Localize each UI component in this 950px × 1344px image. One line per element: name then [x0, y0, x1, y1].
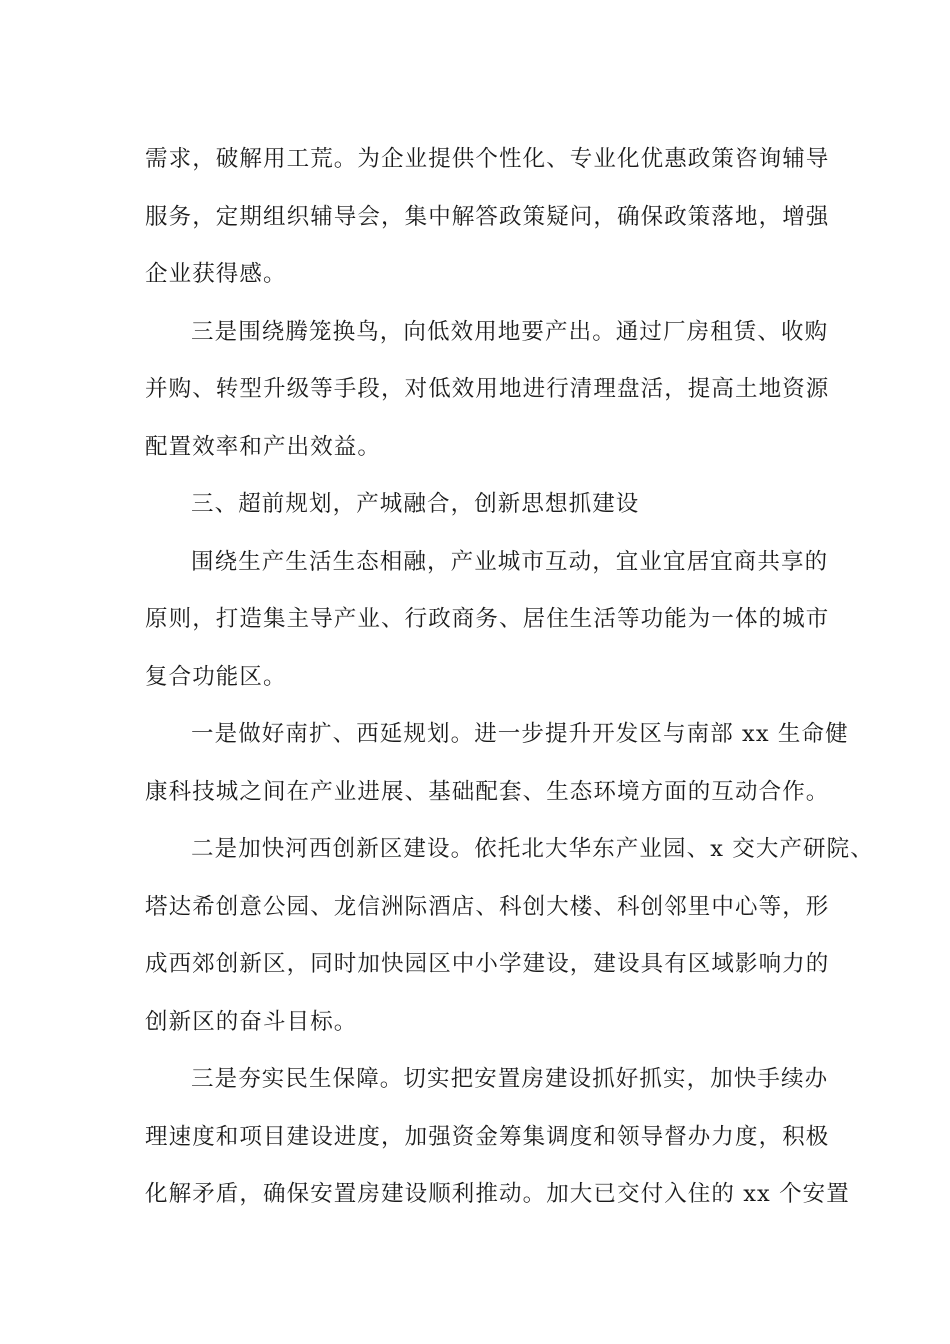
text-line: 康科技城之间在产业进展、基础配套、生态环境方面的互动合作。 [145, 778, 830, 805]
text-line: 创新区的奋斗目标。 [145, 1008, 358, 1035]
paragraph [145, 1051, 850, 1224]
text-line: 原则，打造集主导产业、行政商务、居住生活等功能为一体的城市 [145, 606, 830, 632]
text-line: 三是围绕腾笼换鸟，向低效用地要产出。通过厂房租赁、收购 [191, 318, 829, 345]
text-line: 塔达希创意公园、龙信洲际酒店、科创大楼、科创邻里中心等，形 [145, 893, 830, 920]
text-line: 成西郊创新区，同时加快园区中小学建设，建设具有区域影响力的 [145, 951, 830, 977]
paragraph [145, 534, 830, 707]
text-line: 并购、转型升级等手段，对低效用地进行清理盘活，提高土地资源 [145, 376, 830, 402]
text-line: 化解矛盾，确保安置房建设顺利推动。加大已交付入住的 xx 个安置 [145, 1181, 850, 1207]
text-line: 企业获得感。 [145, 261, 287, 287]
paragraph [145, 706, 849, 821]
paragraph [145, 131, 830, 304]
text-line: 一是做好南扩、西延规划。进一步提升开发区与南部 xx 生命健 [191, 721, 849, 747]
text-line: 三是夯实民生保障。切实把安置房建设抓好抓实，加快手续办 [191, 1066, 829, 1092]
paragraph [145, 476, 815, 534]
document-body [145, 131, 874, 1224]
paragraph [145, 821, 874, 1051]
text-line: 三、超前规划，产城融合，创新思想抓建设 [191, 491, 640, 517]
text-line: 二是加快河西创新区建设。依托北大华东产业园、x 交大产研院、 [191, 836, 874, 862]
text-line: 配置效率和产出效益。 [145, 433, 382, 460]
text-line: 理速度和项目建设进度，加强资金筹集调度和领导督办力度，积极 [145, 1123, 830, 1150]
text-line: 围绕生产生活生态相融，产业城市互动，宜业宜居宜商共享的 [191, 548, 829, 575]
paragraph [145, 304, 830, 477]
text-line: 复合功能区。 [145, 663, 287, 690]
text-line: 服务，定期组织辅导会，集中解答政策疑问，确保政策落地，增强 [145, 203, 830, 230]
text-line: 需求，破解用工荒。为企业提供个性化、专业化优惠政策咨询辅导 [145, 146, 830, 172]
